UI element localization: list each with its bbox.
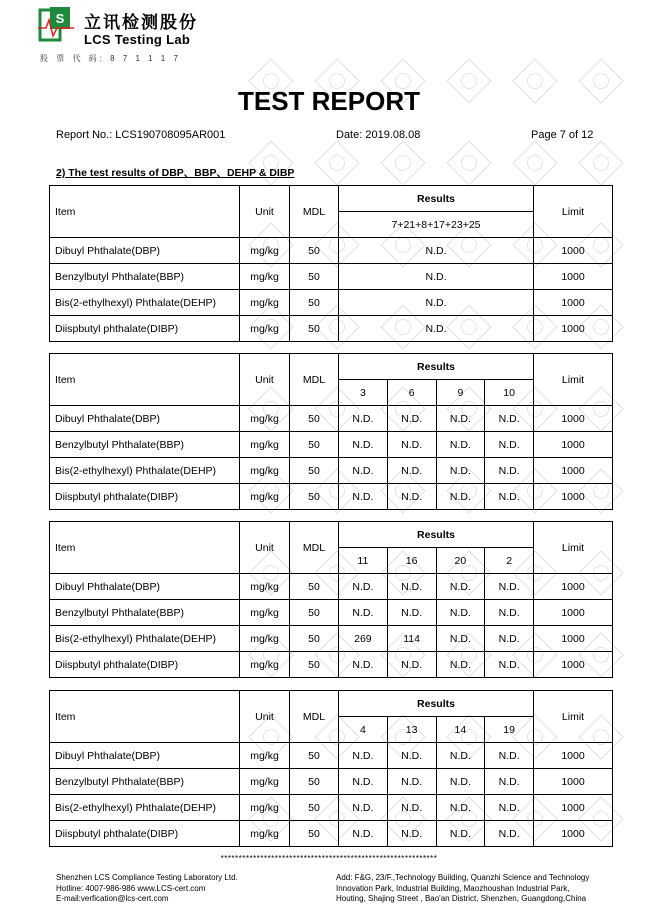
unit-value: mg/kg <box>240 574 290 600</box>
limit-value: 1000 <box>534 290 613 316</box>
mdl-value: 50 <box>290 574 339 600</box>
result-value: N.D. <box>387 458 436 484</box>
unit-value: mg/kg <box>240 484 290 510</box>
company-header <box>38 6 228 66</box>
result-value: N.D. <box>436 795 485 821</box>
result-value: N.D. <box>436 626 485 652</box>
header-limit: Limit <box>534 354 613 406</box>
results-table <box>49 353 613 510</box>
brand-name-chinese: 立讯检测股份 <box>84 13 198 33</box>
header-item: Item <box>50 186 240 238</box>
substance-name: Dibuyl Phthalate(DBP) <box>50 743 240 769</box>
result-value: N.D. <box>339 795 388 821</box>
unit-value: mg/kg <box>240 626 290 652</box>
header-limit: Limit <box>534 691 613 743</box>
header-mdl: MDL <box>290 186 339 238</box>
result-value: N.D. <box>387 484 436 510</box>
header-results: Results <box>339 522 534 548</box>
table-row <box>50 316 613 342</box>
limit-value: 1000 <box>534 743 613 769</box>
results-table <box>49 521 613 678</box>
substance-name: Bis(2-ethylhexyl) Phthalate(DEHP) <box>50 458 240 484</box>
sample-number: 4 <box>339 717 388 743</box>
mdl-value: 50 <box>290 795 339 821</box>
result-value: N.D. <box>485 406 534 432</box>
result-value: N.D. <box>485 652 534 678</box>
result-value: 114 <box>387 626 436 652</box>
unit-value: mg/kg <box>240 821 290 847</box>
watermark-emblem-icon <box>578 140 623 185</box>
result-value: N.D. <box>339 574 388 600</box>
limit-value: 1000 <box>534 238 613 264</box>
result-value: N.D. <box>485 574 534 600</box>
result-value: N.D. <box>436 432 485 458</box>
header-item: Item <box>50 691 240 743</box>
limit-value: 1000 <box>534 769 613 795</box>
watermark-emblem-icon <box>512 140 557 185</box>
sample-number: 9 <box>436 380 485 406</box>
unit-value: mg/kg <box>240 795 290 821</box>
mdl-value: 50 <box>290 769 339 795</box>
header-results: Results <box>339 354 534 380</box>
result-value: N.D. <box>339 290 534 316</box>
watermark-emblem-icon <box>314 140 359 185</box>
mdl-value: 50 <box>290 406 339 432</box>
mdl-value: 50 <box>290 600 339 626</box>
lcs-logo-icon <box>38 6 76 42</box>
mdl-value: 50 <box>290 626 339 652</box>
header-mdl: MDL <box>290 354 339 406</box>
unit-value: mg/kg <box>240 652 290 678</box>
result-value: N.D. <box>436 652 485 678</box>
table-row <box>50 821 613 847</box>
limit-value: 1000 <box>534 626 613 652</box>
header-unit: Unit <box>240 354 290 406</box>
sample-number: 10 <box>485 380 534 406</box>
header-mdl: MDL <box>290 691 339 743</box>
header-item: Item <box>50 354 240 406</box>
unit-value: mg/kg <box>240 432 290 458</box>
header-unit: Unit <box>240 186 290 238</box>
substance-name: Bis(2-ethylhexyl) Phthalate(DEHP) <box>50 626 240 652</box>
table-row <box>50 458 613 484</box>
sample-number: 16 <box>387 548 436 574</box>
watermark-emblem-icon <box>446 140 491 185</box>
table-row <box>50 769 613 795</box>
footer-lab-info <box>56 873 238 905</box>
header-limit: Limit <box>534 522 613 574</box>
result-value: N.D. <box>436 600 485 626</box>
section-title: 2) The test results of DBP、BBP、DEHP & DIBP <box>56 167 295 179</box>
result-value: N.D. <box>485 484 534 510</box>
result-value: N.D. <box>485 769 534 795</box>
table-row <box>50 652 613 678</box>
result-value: N.D. <box>387 795 436 821</box>
limit-value: 1000 <box>534 316 613 342</box>
mdl-value: 50 <box>290 821 339 847</box>
result-value: N.D. <box>339 484 388 510</box>
table-row <box>50 406 613 432</box>
mdl-value: 50 <box>290 264 339 290</box>
limit-value: 1000 <box>534 458 613 484</box>
unit-value: mg/kg <box>240 264 290 290</box>
limit-value: 1000 <box>534 795 613 821</box>
limit-value: 1000 <box>534 432 613 458</box>
result-value: N.D. <box>339 600 388 626</box>
watermark-emblem-icon <box>380 140 425 185</box>
table-row <box>50 795 613 821</box>
result-value: N.D. <box>436 574 485 600</box>
limit-value: 1000 <box>534 406 613 432</box>
substance-name: Benzylbutyl Phthalate(BBP) <box>50 264 240 290</box>
unit-value: mg/kg <box>240 743 290 769</box>
result-value: N.D. <box>485 821 534 847</box>
header-item: Item <box>50 522 240 574</box>
substance-name: Dibuyl Phthalate(DBP) <box>50 238 240 264</box>
svg-text:S: S <box>55 11 65 26</box>
header-mdl: MDL <box>290 522 339 574</box>
footer-address <box>336 873 589 905</box>
table-row <box>50 574 613 600</box>
header-unit: Unit <box>240 522 290 574</box>
mdl-value: 50 <box>290 484 339 510</box>
report-date: Date: 2019.08.08 <box>336 129 421 141</box>
substance-name: Dibuyl Phthalate(DBP) <box>50 406 240 432</box>
unit-value: mg/kg <box>240 458 290 484</box>
substance-name: Bis(2-ethylhexyl) Phthalate(DEHP) <box>50 795 240 821</box>
report-title: TEST REPORT <box>237 86 420 116</box>
result-value: N.D. <box>339 264 534 290</box>
sample-number: 11 <box>339 548 388 574</box>
substance-name: Diispbutyl phthalate(DIBP) <box>50 821 240 847</box>
limit-value: 1000 <box>534 652 613 678</box>
result-value: N.D. <box>387 574 436 600</box>
mdl-value: 50 <box>290 458 339 484</box>
footer-line: Hotline: 4007-986-986 www.LCS-cert.com <box>56 883 206 893</box>
result-value: N.D. <box>485 743 534 769</box>
sample-number: 13 <box>387 717 436 743</box>
result-value: N.D. <box>387 769 436 795</box>
results-table <box>49 185 613 342</box>
result-value: N.D. <box>387 652 436 678</box>
mdl-value: 50 <box>290 432 339 458</box>
substance-name: Diispbutyl phthalate(DIBP) <box>50 316 240 342</box>
unit-value: mg/kg <box>240 406 290 432</box>
table-row <box>50 484 613 510</box>
result-value: N.D. <box>339 432 388 458</box>
unit-value: mg/kg <box>240 316 290 342</box>
table-row <box>50 290 613 316</box>
result-value: N.D. <box>436 406 485 432</box>
sample-number: 20 <box>436 548 485 574</box>
page-number: Page 7 of 12 <box>531 129 594 141</box>
result-value: N.D. <box>339 316 534 342</box>
table-row <box>50 238 613 264</box>
limit-value: 1000 <box>534 821 613 847</box>
result-value: N.D. <box>339 743 388 769</box>
footer-divider: ************************************************************ <box>220 854 438 863</box>
substance-name: Benzylbutyl Phthalate(BBP) <box>50 432 240 458</box>
result-value: N.D. <box>339 406 388 432</box>
mdl-value: 50 <box>290 316 339 342</box>
unit-value: mg/kg <box>240 290 290 316</box>
result-value: N.D. <box>387 600 436 626</box>
result-value: N.D. <box>485 795 534 821</box>
sample-number: 14 <box>436 717 485 743</box>
brand-name-english: LCS Testing Lab <box>84 32 191 47</box>
result-value: N.D. <box>436 743 485 769</box>
sample-number: 7+21+8+17+23+25 <box>339 212 534 238</box>
result-value: N.D. <box>339 652 388 678</box>
result-value: N.D. <box>436 769 485 795</box>
result-value: N.D. <box>485 432 534 458</box>
limit-value: 1000 <box>534 264 613 290</box>
result-value: N.D. <box>436 821 485 847</box>
table-row <box>50 743 613 769</box>
result-value: N.D. <box>387 743 436 769</box>
header-results: Results <box>339 186 534 212</box>
stock-code: 股 票 代 码: 8 7 1 1 1 7 <box>40 54 181 63</box>
limit-value: 1000 <box>534 484 613 510</box>
limit-value: 1000 <box>534 600 613 626</box>
substance-name: Diispbutyl phthalate(DIBP) <box>50 484 240 510</box>
header-unit: Unit <box>240 691 290 743</box>
sample-number: 6 <box>387 380 436 406</box>
mdl-value: 50 <box>290 290 339 316</box>
unit-value: mg/kg <box>240 238 290 264</box>
result-value: N.D. <box>339 458 388 484</box>
result-value: N.D. <box>387 821 436 847</box>
footer-line: E-mail:verfication@lcs-cert.com <box>56 894 169 903</box>
result-value: N.D. <box>387 432 436 458</box>
result-value: N.D. <box>387 406 436 432</box>
footer-line: Houting, Shajing Street , Bao'an District, Shenzhen, Guangdong,China <box>336 894 587 903</box>
mdl-value: 50 <box>290 652 339 678</box>
substance-name: Benzylbutyl Phthalate(BBP) <box>50 600 240 626</box>
result-value: N.D. <box>339 821 388 847</box>
substance-name: Bis(2-ethylhexyl) Phthalate(DEHP) <box>50 290 240 316</box>
unit-value: mg/kg <box>240 600 290 626</box>
table-row <box>50 432 613 458</box>
result-value: N.D. <box>436 458 485 484</box>
results-table <box>49 690 613 847</box>
table-row <box>50 626 613 652</box>
result-value: N.D. <box>485 600 534 626</box>
result-value: 269 <box>339 626 388 652</box>
result-value: N.D. <box>485 626 534 652</box>
table-row <box>50 600 613 626</box>
result-value: N.D. <box>485 458 534 484</box>
mdl-value: 50 <box>290 743 339 769</box>
sample-number: 3 <box>339 380 388 406</box>
footer-line: Shenzhen LCS Compliance Testing Laboratory Ltd. <box>56 873 238 882</box>
substance-name: Diispbutyl phthalate(DIBP) <box>50 652 240 678</box>
header-limit: Limit <box>534 186 613 238</box>
mdl-value: 50 <box>290 238 339 264</box>
unit-value: mg/kg <box>240 769 290 795</box>
table-row <box>50 264 613 290</box>
footer-line: Innovation Park, Industrial Building, Maozhoushan Industrial Park, <box>336 883 570 893</box>
header-results: Results <box>339 691 534 717</box>
sample-number: 2 <box>485 548 534 574</box>
result-value: N.D. <box>339 238 534 264</box>
limit-value: 1000 <box>534 574 613 600</box>
substance-name: Benzylbutyl Phthalate(BBP) <box>50 769 240 795</box>
result-value: N.D. <box>339 769 388 795</box>
footer-line: Add: F&G, 23/F.,Technology Building, Quanzhi Science and Technology <box>336 873 590 882</box>
report-number: Report No.: LCS190708095AR001 <box>56 129 226 141</box>
substance-name: Dibuyl Phthalate(DBP) <box>50 574 240 600</box>
result-value: N.D. <box>436 484 485 510</box>
sample-number: 19 <box>485 717 534 743</box>
